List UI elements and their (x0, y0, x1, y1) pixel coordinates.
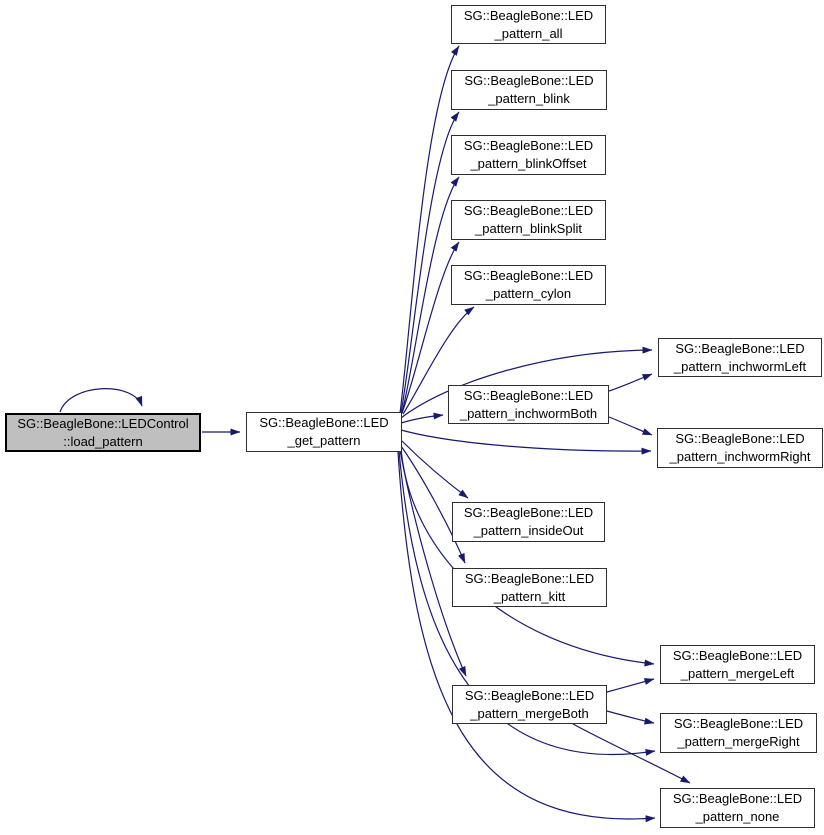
node-label-line: SG::BeagleBone::LED (675, 431, 805, 446)
edge-pattern_inchwormBoth-pattern_inchwormRight (609, 417, 652, 435)
node-label-line: ::load_pattern (63, 433, 143, 449)
node-pattern-mergeright[interactable] (660, 713, 817, 753)
node-label-line: SG::BeagleBone::LED (259, 415, 389, 430)
edge-load_pattern-self-loop (60, 389, 142, 412)
node-label-line: _pattern_mergeRight (677, 734, 800, 749)
node-label-line: SG::BeagleBone::LED (464, 73, 594, 88)
node-load-pattern (5, 413, 201, 452)
node-label-line: SG::BeagleBone::LED (463, 7, 594, 23)
node-pattern-mergeleft[interactable] (660, 645, 815, 684)
node-label-line: _pattern_mergeLeft (680, 665, 795, 681)
node-label-line: _get_pattern (287, 433, 361, 448)
node-pattern-blink[interactable] (451, 70, 607, 110)
node-label-line: SG::BeagleBone::LED (464, 687, 595, 703)
node-pattern-blinkoffset[interactable] (451, 135, 606, 175)
node-label-line: _pattern_blinkSplit (475, 221, 582, 236)
edge-get_pattern-pattern_mergeBoth (400, 450, 466, 676)
node-pattern-all[interactable] (451, 5, 606, 44)
edge-pattern_mergeBoth-pattern_mergeRight (607, 711, 654, 723)
node-label-line: SG::BeagleBone::LED (464, 570, 595, 586)
node-label-line: _pattern_none (695, 809, 780, 824)
node-label-line: SG::BeagleBone::LED (673, 716, 804, 731)
node-pattern-mergeboth[interactable] (452, 685, 607, 724)
node-label-line: _pattern_all (494, 25, 563, 41)
node-label-line: SG::BeagleBone::LED (463, 387, 594, 403)
node-label-line: _pattern_cylon (485, 286, 572, 301)
edge-get_pattern-pattern_inchwormRight (401, 430, 651, 451)
node-pattern-cylon[interactable] (451, 265, 606, 305)
node-label-line: _pattern_blinkOffset (470, 156, 587, 171)
node-label-line: _pattern_inchwormBoth (459, 405, 598, 421)
node-pattern-blinksplit[interactable] (451, 200, 606, 240)
edge-get_pattern-pattern_inchwormBoth (401, 415, 443, 423)
node-label-line: SG::BeagleBone::LED (463, 138, 594, 153)
node-label-line: SG::BeagleBone::LED (463, 203, 594, 218)
edge-pattern_mergeBoth-pattern_mergeLeft (607, 679, 654, 692)
node-pattern-inchwormright[interactable] (657, 428, 823, 468)
node-label-line: SG::BeagleBone::LEDControl (17, 415, 189, 431)
node-label-line: _pattern_inchwormLeft (673, 358, 807, 374)
node-label-line: _pattern_mergeBoth (470, 705, 589, 721)
node-label-line: _pattern_inchwormRight (669, 449, 811, 464)
node-label-line: _pattern_kitt (493, 588, 566, 604)
node-pattern-none[interactable] (660, 788, 815, 828)
node-label-line: SG::BeagleBone::LED (672, 647, 803, 663)
node-pattern-inchwormleft[interactable] (658, 338, 822, 377)
node-get-pattern[interactable] (246, 412, 402, 452)
node-label-line: _pattern_blink (488, 91, 570, 106)
node-pattern-kitt[interactable] (452, 568, 607, 607)
edge-get_pattern-pattern_insideOut (402, 441, 468, 498)
edge-pattern_inchwormBoth-pattern_inchwormLeft (609, 374, 652, 391)
node-pattern-inchwormboth[interactable] (448, 385, 609, 424)
node-pattern-insideout[interactable] (452, 502, 605, 542)
node-label-line: SG::BeagleBone::LED (463, 268, 594, 283)
node-label-line: SG::BeagleBone::LED (463, 505, 594, 520)
node-label-line: SG::BeagleBone::LED (672, 791, 803, 806)
node-label-line: SG::BeagleBone::LED (675, 340, 805, 356)
node-label-line: _pattern_insideOut (473, 523, 584, 538)
